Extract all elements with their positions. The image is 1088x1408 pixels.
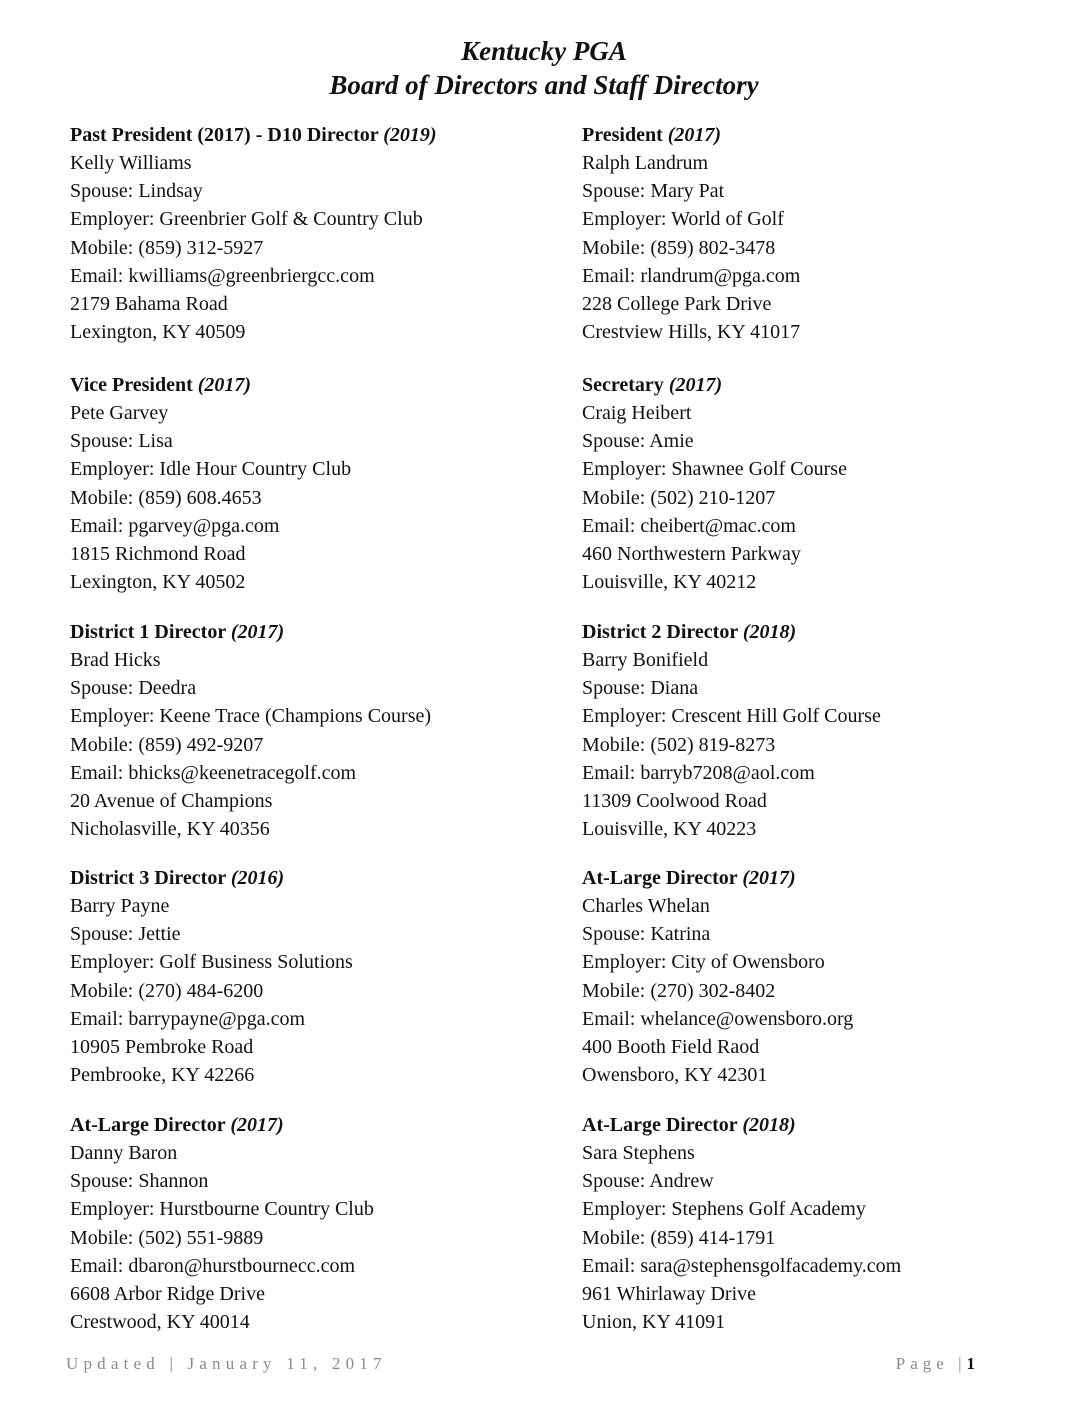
entry-email: Email: barryb7208@aol.com xyxy=(582,761,815,784)
entry-year: (2016) xyxy=(230,867,285,889)
entry-mobile: Mobile: (859) 414-1791 xyxy=(582,1226,776,1249)
entry-year: (2018) xyxy=(742,621,797,643)
entry-heading xyxy=(582,121,1062,149)
entry-name: Danny Baron xyxy=(70,1142,178,1164)
entry-year: (2017) xyxy=(230,1114,284,1136)
entry-heading xyxy=(582,864,1062,892)
entry-mobile: Mobile: (502) 210-1207 xyxy=(582,486,776,509)
entry-spouse: Spouse: Lisa xyxy=(70,430,173,453)
entry-employer: Employer: Crescent Hill Golf Course xyxy=(582,705,881,728)
entry-year: (2017) xyxy=(197,374,252,396)
entry-email: Email: whelance@owensboro.org xyxy=(582,1007,854,1030)
entry-email: Email: sara@stephensgolfacademy.com xyxy=(582,1254,902,1277)
directory-entry xyxy=(582,371,1062,596)
entry-street: 20 Avenue of Champions xyxy=(70,789,273,812)
entry-mobile: Mobile: (859) 608.4653 xyxy=(70,486,262,509)
entry-role: District 1 Director xyxy=(70,621,231,643)
entry-mobile: Mobile: (859) 312-5927 xyxy=(70,236,264,259)
entry-role: Past President (2017) - D10 Director xyxy=(70,124,384,146)
entry-street: 1815 Richmond Road xyxy=(70,542,246,565)
page-number: 1 xyxy=(966,1354,975,1373)
entry-employer: Employer: Idle Hour Country Club xyxy=(70,458,352,481)
title-line-2: Board of Directors and Staff Directory xyxy=(329,70,759,100)
entry-heading xyxy=(70,121,550,149)
entry-city: Louisville, KY 40223 xyxy=(582,818,757,841)
entry-mobile: Mobile: (502) 819-8273 xyxy=(582,733,776,756)
directory-entry xyxy=(70,1111,550,1336)
entry-name: Barry Bonifield xyxy=(582,649,709,671)
entry-name: Kelly Williams xyxy=(70,152,192,174)
entry-city: Crestview Hills, KY 41017 xyxy=(582,321,801,344)
directory-entry xyxy=(70,371,550,596)
entry-role: District 3 Director xyxy=(70,867,231,889)
entry-heading xyxy=(70,1111,550,1139)
entry-year: (2018) xyxy=(742,1114,796,1136)
entry-name: Craig Heibert xyxy=(582,402,692,424)
directory-entry xyxy=(70,864,550,1089)
entry-email: Email: rlandrum@pga.com xyxy=(582,264,801,287)
entry-street: 460 Northwestern Parkway xyxy=(582,542,801,565)
directory-entry xyxy=(582,1111,1062,1336)
footer-page xyxy=(896,1354,975,1374)
entry-spouse: Spouse: Diana xyxy=(582,677,699,700)
entry-name: Charles Whelan xyxy=(582,895,710,917)
entry-email: Email: kwilliams@greenbriergcc.com xyxy=(70,264,375,287)
entry-city: Lexington, KY 40509 xyxy=(70,321,246,344)
entry-heading xyxy=(70,864,550,892)
entry-street: 400 Booth Field Raod xyxy=(582,1035,760,1058)
entry-email: Email: cheibert@mac.com xyxy=(582,514,796,537)
entry-email: Email: pgarvey@pga.com xyxy=(70,514,280,537)
entry-street: 961 Whirlaway Drive xyxy=(582,1282,757,1305)
directory-entry xyxy=(70,618,550,843)
entry-city: Lexington, KY 40502 xyxy=(70,571,246,594)
entry-street: 6608 Arbor Ridge Drive xyxy=(70,1282,265,1305)
entry-spouse: Spouse: Jettie xyxy=(70,923,181,946)
entry-role: At-Large Director xyxy=(582,1114,743,1136)
entry-role: At-Large Director xyxy=(582,867,743,889)
directory-entry xyxy=(582,618,1062,843)
footer-updated: Updated | January 11, 2017 xyxy=(66,1354,387,1373)
directory-entry xyxy=(70,121,550,346)
entry-employer: Employer: City of Owensboro xyxy=(582,951,825,974)
entry-street: 2179 Bahama Road xyxy=(70,292,228,315)
entry-mobile: Mobile: (859) 802-3478 xyxy=(582,236,776,259)
entry-employer: Employer: Hurstbourne Country Club xyxy=(70,1198,374,1221)
entry-heading xyxy=(582,1111,1062,1139)
entry-employer: Employer: World of Golf xyxy=(582,208,784,231)
directory-entry xyxy=(582,864,1062,1089)
entry-role: At-Large Director xyxy=(70,1114,231,1136)
entry-street: 228 College Park Drive xyxy=(582,292,772,315)
entry-spouse: Spouse: Shannon xyxy=(70,1170,209,1193)
entry-year: (2017) xyxy=(230,621,285,643)
entry-name: Pete Garvey xyxy=(70,402,169,424)
entry-city: Owensboro, KY 42301 xyxy=(582,1064,768,1087)
title-line-1: Kentucky PGA xyxy=(461,36,627,66)
entry-employer: Employer: Stephens Golf Academy xyxy=(582,1198,866,1221)
entry-name: Barry Payne xyxy=(70,895,170,917)
entry-spouse: Spouse: Andrew xyxy=(582,1170,714,1193)
entry-heading xyxy=(582,618,1062,646)
entry-role: Vice President xyxy=(70,374,198,396)
entry-spouse: Spouse: Deedra xyxy=(70,677,197,700)
entry-street: 11309 Coolwood Road xyxy=(582,789,767,812)
entry-name: Sara Stephens xyxy=(582,1142,695,1164)
entry-street: 10905 Pembroke Road xyxy=(70,1035,254,1058)
entry-city: Pembrooke, KY 42266 xyxy=(70,1064,255,1087)
document-title xyxy=(0,34,1088,102)
entry-spouse: Spouse: Mary Pat xyxy=(582,180,725,203)
directory-entry xyxy=(582,121,1062,346)
entry-spouse: Spouse: Amie xyxy=(582,430,694,453)
entry-mobile: Mobile: (859) 492-9207 xyxy=(70,733,264,756)
entry-employer: Employer: Golf Business Solutions xyxy=(70,951,353,974)
entry-mobile: Mobile: (270) 484-6200 xyxy=(70,979,264,1002)
entry-name: Brad Hicks xyxy=(70,649,161,671)
entry-city: Louisville, KY 40212 xyxy=(582,571,757,594)
entry-city: Union, KY 41091 xyxy=(582,1311,726,1334)
entry-role: District 2 Director xyxy=(582,621,743,643)
page-label: Page | xyxy=(895,1354,967,1373)
entry-email: Email: dbaron@hurstbournecc.com xyxy=(70,1254,355,1277)
entry-employer: Employer: Greenbrier Golf & Country Club xyxy=(70,208,423,231)
entry-employer: Employer: Shawnee Golf Course xyxy=(582,458,847,481)
entry-heading xyxy=(582,371,1062,399)
entry-year: (2017) xyxy=(667,124,722,146)
entry-year: (2019) xyxy=(383,124,437,146)
entry-city: Crestwood, KY 40014 xyxy=(70,1311,250,1334)
entry-year: (2017) xyxy=(742,867,796,889)
entry-year: (2017) xyxy=(668,374,723,396)
entry-heading xyxy=(70,618,550,646)
entry-mobile: Mobile: (502) 551-9889 xyxy=(70,1226,264,1249)
entry-spouse: Spouse: Katrina xyxy=(582,923,711,946)
entry-email: Email: bhicks@keenetracegolf.com xyxy=(70,761,357,784)
entry-employer: Employer: Keene Trace (Champions Course) xyxy=(70,705,432,728)
entry-email: Email: barrypayne@pga.com xyxy=(70,1007,305,1030)
entry-role: President xyxy=(582,124,668,146)
entry-spouse: Spouse: Lindsay xyxy=(70,180,203,203)
entry-role: Secretary xyxy=(582,374,669,396)
entry-mobile: Mobile: (270) 302-8402 xyxy=(582,979,776,1002)
entry-city: Nicholasville, KY 40356 xyxy=(70,818,270,841)
entry-name: Ralph Landrum xyxy=(582,152,709,174)
entry-heading xyxy=(70,371,550,399)
